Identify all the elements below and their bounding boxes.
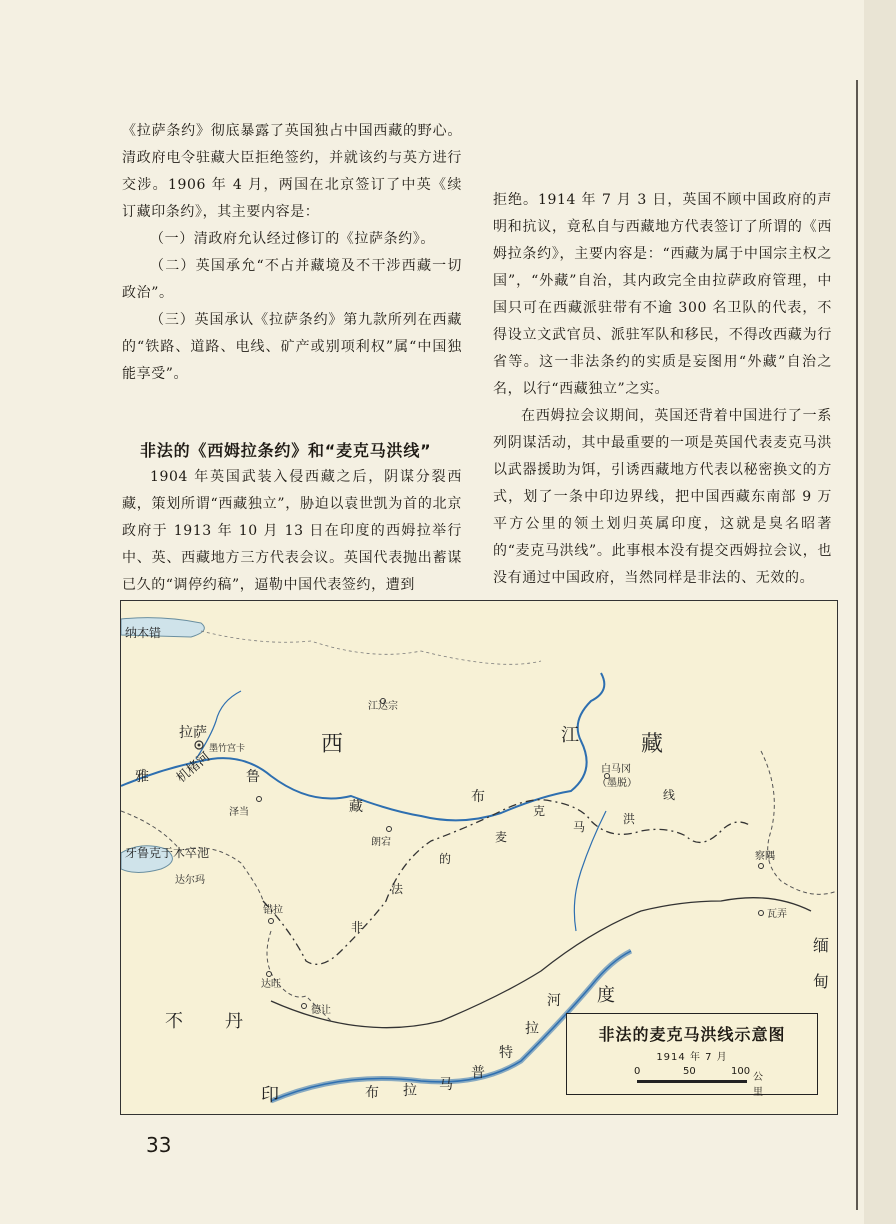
section-heading: 非法的《西姆拉条约》和“麦克马洪线” [140, 441, 432, 460]
page-number: 33 [146, 1133, 172, 1157]
langdang-marker [387, 827, 392, 832]
cuona-marker [269, 919, 274, 924]
scale-label-unit: 公里 [753, 1072, 763, 1098]
scale-bar [634, 1066, 763, 1098]
label-zang: 藏 [641, 732, 664, 757]
label-jiangdazong: 江达宗 [368, 701, 398, 712]
label-la: 拉 [403, 1083, 417, 1099]
scale-label-100: 100 [731, 1066, 751, 1077]
label-he: 河 [547, 993, 561, 1009]
mcmahon-line [263, 800, 751, 965]
traditional-boundary [271, 898, 811, 1028]
label-mian: 缅 [813, 936, 830, 955]
wanong-marker [759, 911, 764, 916]
label-wanong: 瓦弄 [767, 909, 787, 920]
label-bu: 布 [471, 789, 485, 805]
paragraph-simla-treaty: 拒绝。1914 年 7 月 3 日，英国不顾中国政府的声明和抗议，竟私自与西藏地方代表签订了所谓的《西姆拉条约》，主要内容是：“西藏为属于中国宗主权之国”，“外藏”自治，其内政完全由拉萨政府管理，中国只可在西藏派驻带有不逾 300 名卫队的代表，不得设立文武官员、派驻军队和移民，不得改西藏为行省等。这一非法条约的实质是妄图用“外藏”自治之名，以行“西藏独立”之实。 [493, 192, 832, 397]
label-dawang: 达旺 [261, 979, 281, 990]
paragraph-mcmahon-line: 在西姆拉会议期间，英国还背着中国进行了一系列阴谋活动，其中最重要的一项是英国代表麦克马洪以武器援助为饵，引诱西藏地方代表以秘密换文的方式，划了一条中印边界线，把中国西藏东南部 9 万平方公里的领土划归英属印度，这就是臭名昭著的“麦克马洪线”。此事根本没有提交西姆拉会议，也没有通过中国政府，当然同样是非法的、无效的。 [493, 408, 832, 586]
dawang-marker [267, 972, 272, 977]
paragraph-lhasa-treaty: 《拉萨条约》彻底暴露了英国独占中国西藏的野心。清政府电令驻藏大臣拒绝签约，并就该约与英方进行交涉。1906 年 4 月，两国在北京签订了中英《续订藏印条约》，其主要内容是： [122, 123, 462, 220]
label-te: 特 [499, 1045, 513, 1061]
label-du: 度 [597, 985, 615, 1006]
section-intro-text [122, 464, 462, 599]
label-hong: 洪 [623, 812, 636, 826]
binding-edge-line [856, 80, 858, 1210]
north-boundary [201, 631, 541, 664]
paragraph-simla-intro: 1904 年英国武装入侵西藏之后，阴谋分裂西藏，策划所谓“西藏独立”，胁迫以袁世凯为首的北京政府于 1913 年 10 月 13 日在印度的西姆拉举行中、英、西藏地方三方代表会议。英国代表抛出蓄谋已久的“调停约稿”，逼勒中国代表签约，遭到 [122, 469, 462, 593]
label-modu: （墨脱） [597, 778, 637, 789]
scale-label-0: 0 [634, 1066, 641, 1077]
label-lasa: 拉萨 [179, 725, 207, 741]
label-ke: 克 [533, 804, 546, 818]
label-fa: 法 [391, 882, 404, 896]
dezheng-marker [302, 1004, 307, 1009]
zedang-marker [257, 797, 262, 802]
label-dian: 甸 [813, 972, 830, 991]
label-zedang: 泽当 [229, 807, 249, 818]
label-pu: 普 [471, 1065, 485, 1081]
legend-date: 1914 年 7 月 [656, 1052, 728, 1063]
label-lu: 鲁 [246, 769, 260, 785]
label-jiang: 江 [561, 725, 579, 746]
right-column-text [493, 187, 832, 592]
label-dezheng: 德让 [311, 1005, 331, 1016]
label-de: 的 [439, 852, 452, 866]
paragraph-clause-3: （三）英国承认《拉萨条约》第九款所列在西藏的“铁路、道路、电线、矿产或别项利权”属“中国独能享受”。 [122, 312, 462, 382]
label-ma2: 马 [439, 1077, 453, 1093]
map-legend [566, 1013, 818, 1098]
chayu-marker [759, 864, 764, 869]
legend-title: 非法的麦克马洪线示意图 [598, 1025, 786, 1044]
label-yin: 印 [261, 1085, 279, 1106]
label-namucuo: 纳木错 [125, 626, 162, 640]
label-chayu: 察隅 [755, 851, 775, 862]
label-la2: 拉 [525, 1021, 539, 1037]
label-cuona: 错拉 [263, 905, 283, 916]
label-mai: 麦 [495, 830, 508, 844]
scale-label-50: 50 [683, 1066, 696, 1077]
label-mozhugongka: 墨竹宫卡 [209, 744, 246, 754]
page-edge-shadow [864, 0, 896, 1224]
label-yamdrok: 牙鲁克于木卒池 [125, 846, 210, 860]
label-ma: 马 [573, 820, 586, 834]
mcmahon-line-map [120, 600, 838, 1115]
label-xian: 线 [663, 788, 676, 802]
label-fei: 非 [351, 920, 364, 934]
label-xi: 西 [321, 732, 344, 757]
scale-bar-line [637, 1080, 747, 1083]
paragraph-clause-1: （一）清政府允认经过修订的《拉萨条约》。 [150, 231, 435, 247]
label-bu-dan-1: 不 [165, 1011, 183, 1032]
label-bu2: 布 [365, 1085, 379, 1101]
label-zang2: 藏 [349, 799, 363, 815]
paragraph-clause-2: （二）英国承允“不占并藏境及不干涉西藏一切政治”。 [122, 258, 462, 301]
label-ya: 雅 [135, 769, 149, 785]
left-column-text [122, 118, 462, 388]
burma-border [761, 751, 837, 894]
label-daerma: 达尔玛 [175, 875, 205, 886]
label-bu-dan-2: 丹 [225, 1011, 243, 1032]
label-jichuhe: 机楮河 [173, 749, 214, 787]
label-baimagang: 白马冈 [601, 764, 631, 775]
label-langdang: 朗宕 [371, 837, 391, 848]
lasa-marker-center [198, 744, 201, 747]
